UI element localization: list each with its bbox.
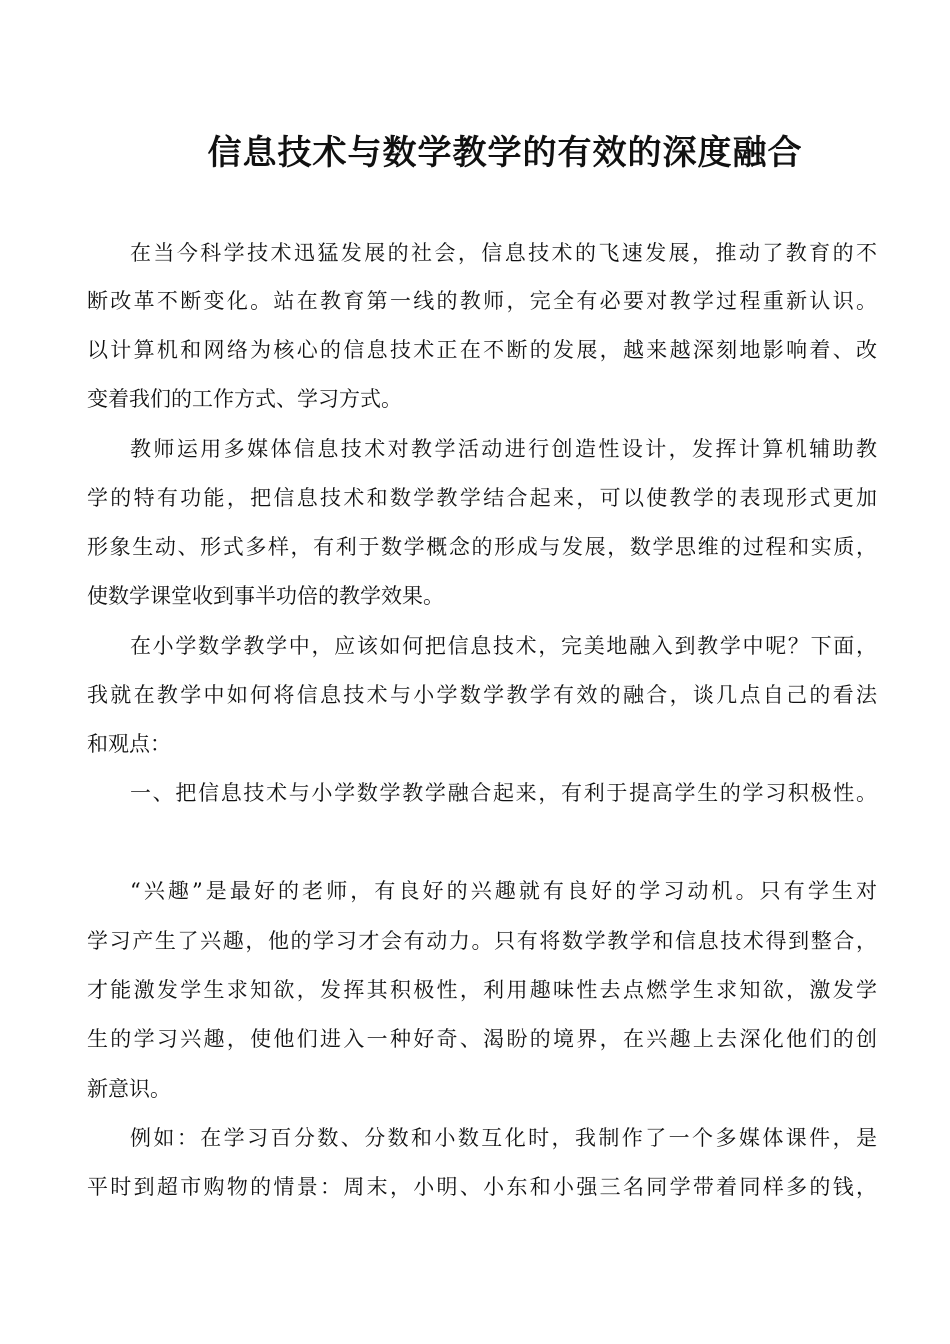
paragraph-line: 形象生动、形式多样，有利于数学概念的形成与发展，数学思维的过程和实质， [87, 535, 877, 559]
paragraph-line: 使数学课堂收到事半功倍的教学效果。 [87, 584, 444, 608]
paragraph-line: 在小学数学教学中，应该如何把信息技术，完美地融入到教学中呢？下面， [130, 634, 877, 658]
paragraph-line: 例如：在学习百分数、分数和小数互化时，我制作了一个多媒体课件，是 [130, 1126, 877, 1150]
paragraph-line: 在当今科学技术迅猛发展的社会，信息技术的飞速发展，推动了教育的不 [130, 241, 877, 265]
paragraph-line: 新意识。 [87, 1077, 171, 1101]
paragraph-line: “兴趣”是最好的老师，有良好的兴趣就有良好的学习动机。只有学生对 [130, 879, 877, 903]
paragraph-line: 断改革不断变化。站在教育第一线的教师，完全有必要对教学过程重新认识。 [87, 289, 877, 313]
paragraph-line: 以计算机和网络为核心的信息技术正在不断的发展，越来越深刻地影响着、改 [87, 338, 877, 362]
paragraph-line: 和观点： [87, 732, 171, 756]
paragraph-line: 才能激发学生求知欲，发挥其积极性，利用趣味性去点燃学生求知欲，激发学 [87, 978, 877, 1002]
document-title: 信息技术与数学教学的有效的深度融合 [207, 133, 803, 173]
section-heading: 一、把信息技术与小学数学教学融合起来，有利于提高学生的学习积极性。 [130, 781, 877, 805]
paragraph-line: 我就在教学中如何将信息技术与小学数学教学有效的融合，谈几点自己的看法 [87, 683, 877, 707]
paragraph-line: 平时到超市购物的情景：周末，小明、小东和小强三名同学带着同样多的钱， [87, 1175, 877, 1199]
paragraph-line: 学的特有功能，把信息技术和数学教学结合起来，可以使教学的表现形式更加 [87, 486, 877, 510]
paragraph-line: 变着我们的工作方式、学习方式。 [87, 387, 402, 411]
paragraph-line: 教师运用多媒体信息技术对教学活动进行创造性设计，发挥计算机辅助教 [130, 437, 877, 461]
paragraph-line: 生的学习兴趣，使他们进入一种好奇、渴盼的境界，在兴趣上去深化他们的创 [87, 1027, 877, 1051]
paragraph-line: 学习产生了兴趣，他的学习才会有动力。只有将数学教学和信息技术得到整合， [87, 929, 877, 953]
